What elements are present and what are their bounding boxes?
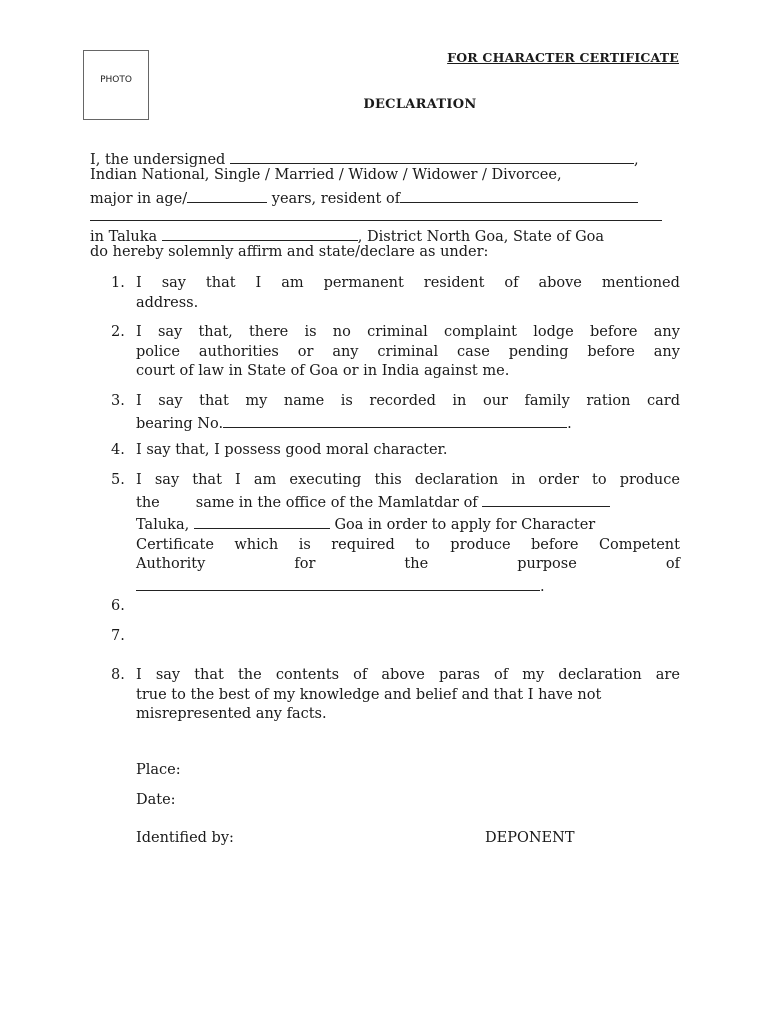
item-8-line-2: true to the best of my knowledge and belief and that I have not (136, 686, 602, 703)
photo-label: PHOTO (100, 75, 132, 85)
item-4-text: I say that, I possess good moral character. (136, 442, 448, 458)
purpose-blank[interactable] (136, 575, 540, 591)
place-label: Place: (136, 762, 181, 778)
item-1-line-2: address. (136, 294, 199, 311)
intro-text-resident: years, resident of (267, 191, 401, 207)
item-2-line-2: police authorities or any criminal case pending before any (136, 343, 680, 360)
item-5-the: the (136, 494, 160, 511)
residence-blank[interactable] (400, 187, 638, 203)
item-5-line-2 (136, 491, 680, 514)
declaration-title: DECLARATION (363, 97, 477, 112)
intro-line-2: Indian National, Single / Married / Widow / Widower / Divorcee, (90, 167, 562, 183)
item-5-line-3 (136, 513, 680, 536)
item-5-taluka-label: Taluka, (136, 517, 190, 533)
certificate-title: FOR CHARACTER CERTIFICATE (447, 50, 679, 65)
mamlatdar-blank[interactable] (482, 491, 610, 507)
date-label: Date: (136, 792, 176, 808)
item-number: 6. (111, 598, 125, 614)
item-5-line-6 (136, 575, 680, 598)
intro-line-6: do hereby solemnly affirm and state/declare as under: (90, 244, 489, 260)
deponent-label: DEPONENT (485, 830, 575, 846)
item-3-bearing-label: bearing No. (136, 415, 224, 432)
item-5-line-4: Certificate which is required to produce before Competent (136, 536, 680, 553)
address-blank[interactable] (90, 205, 662, 221)
item-number: 5. (111, 472, 125, 488)
age-blank[interactable] (187, 187, 267, 203)
item-3-line-2 (136, 412, 680, 435)
item-3-period: . (567, 415, 572, 432)
intro-comma: , (633, 152, 639, 168)
intro-line-1 (90, 148, 639, 168)
item-5-goa-text: Goa in order to apply for Character (334, 517, 596, 533)
item-5-line-1: I say that I am executing this declaration in order to produce (136, 472, 680, 488)
item-number: 3. (111, 393, 125, 409)
item-3-line-1: I say that my name is recorded in our family ration card (136, 393, 680, 409)
intro-line-4 (90, 205, 662, 225)
item-2-line-3: court of law in State of Goa or in India against me. (136, 363, 510, 379)
item-1-line-1: I say that I am permanent resident of above mentioned (136, 275, 680, 291)
intro-text-age: major in age/ (90, 191, 188, 207)
item-8-line-1: I say that the contents of above paras of my declaration are (136, 667, 680, 683)
item-number: 2. (111, 324, 125, 340)
item-number: 4. (111, 442, 125, 458)
intro-line-3 (90, 187, 638, 207)
name-blank[interactable] (230, 148, 634, 164)
item-5-mamlatdar-text: same in the office of the Mamlatdar of (195, 494, 478, 511)
intro-text-district: , District North Goa, State of Goa (357, 229, 605, 245)
item-number: 7. (111, 628, 125, 644)
intro-text-taluka: in Taluka (90, 229, 162, 245)
intro-text-undersigned: I, the undersigned (90, 152, 230, 168)
item-5-taluka-blank[interactable] (194, 513, 330, 529)
item-8-line-3: misrepresented any facts. (136, 706, 327, 722)
ration-card-blank[interactable] (223, 412, 567, 428)
item-number: 8. (111, 667, 125, 683)
item-number: 1. (111, 275, 125, 291)
identified-by-label: Identified by: (136, 830, 234, 846)
taluka-blank[interactable] (162, 225, 358, 241)
item-5-period: . (540, 578, 545, 595)
item-2-line-1: I say that, there is no criminal complaint lodge before any (136, 324, 680, 340)
intro-line-5 (90, 225, 604, 245)
item-5-line-5: Authority for the purpose of (136, 556, 680, 572)
